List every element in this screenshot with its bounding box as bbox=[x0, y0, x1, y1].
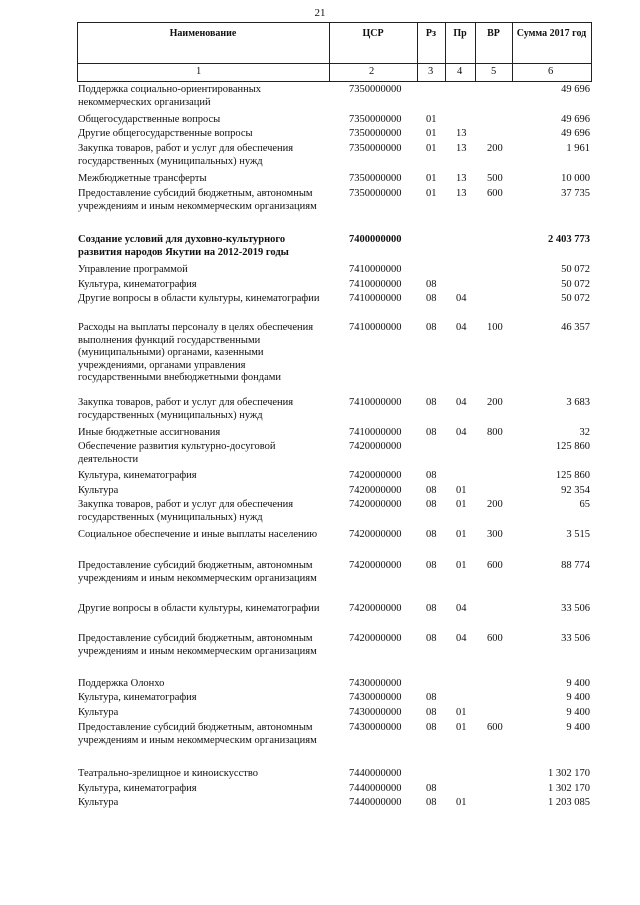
row-csr: 7400000000 bbox=[349, 234, 402, 245]
row-rz: 08 bbox=[426, 470, 437, 481]
row-name: Предоставление субсидий бюджетным, автономным учреждениям и иным некоммерческим организациям bbox=[78, 560, 317, 584]
row-sum: 1 961 bbox=[566, 143, 590, 154]
row-csr: 7430000000 bbox=[349, 678, 402, 689]
header-pr: Пр bbox=[453, 28, 467, 39]
row-sum: 33 506 bbox=[561, 603, 590, 614]
row-sum: 49 696 bbox=[561, 84, 590, 95]
col-border bbox=[445, 22, 446, 82]
row-csr: 7350000000 bbox=[349, 114, 402, 125]
row-pr: 01 bbox=[456, 722, 467, 733]
col-number: 5 bbox=[491, 66, 497, 77]
row-sum: 3 515 bbox=[566, 529, 590, 540]
col-number: 4 bbox=[457, 66, 463, 77]
col-number: 3 bbox=[428, 66, 434, 77]
row-csr: 7410000000 bbox=[349, 427, 402, 438]
row-name: Закупка товаров, работ и услуг для обеспечения государственных (муниципальных) нужд bbox=[78, 397, 294, 421]
header-name: Наименование bbox=[169, 28, 237, 39]
col-number: 1 bbox=[196, 66, 202, 77]
row-rz: 01 bbox=[426, 128, 437, 139]
row-vr: 600 bbox=[487, 560, 503, 571]
row-pr: 04 bbox=[456, 603, 467, 614]
row-sum: 32 bbox=[579, 427, 590, 438]
row-sum: 46 357 bbox=[561, 322, 590, 333]
row-csr: 7410000000 bbox=[349, 293, 402, 304]
row-rz: 08 bbox=[426, 722, 437, 733]
row-name: Культура, кинематография bbox=[78, 783, 197, 794]
row-rz: 08 bbox=[426, 707, 437, 718]
row-sum: 49 696 bbox=[561, 114, 590, 125]
row-name: Культура, кинематография bbox=[78, 692, 197, 703]
row-vr: 600 bbox=[487, 633, 503, 644]
row-sum: 3 683 bbox=[566, 397, 590, 408]
row-csr: 7440000000 bbox=[349, 783, 402, 794]
header-vr: ВР bbox=[487, 28, 500, 39]
header-sum: Сумма 2017 год bbox=[516, 28, 587, 39]
row-sum: 50 072 bbox=[561, 279, 590, 290]
page-number: 21 bbox=[314, 7, 326, 19]
col-border bbox=[329, 22, 330, 82]
row-vr: 800 bbox=[487, 427, 503, 438]
row-rz: 08 bbox=[426, 603, 437, 614]
row-csr: 7420000000 bbox=[349, 603, 402, 614]
header-rz: Рз bbox=[425, 28, 437, 39]
row-name: Другие вопросы в области культуры, кинематографии bbox=[78, 293, 320, 304]
header-top-border bbox=[77, 22, 592, 23]
row-csr: 7420000000 bbox=[349, 633, 402, 644]
row-rz: 08 bbox=[426, 322, 437, 333]
row-name: Театрально-зрелищное и киноискусство bbox=[78, 768, 258, 779]
row-rz: 08 bbox=[426, 529, 437, 540]
row-sum: 50 072 bbox=[561, 264, 590, 275]
col-border bbox=[417, 22, 418, 82]
row-csr: 7350000000 bbox=[349, 188, 402, 199]
row-rz: 01 bbox=[426, 188, 437, 199]
row-sum: 10 000 bbox=[561, 173, 590, 184]
row-csr: 7350000000 bbox=[349, 173, 402, 184]
row-pr: 01 bbox=[456, 707, 467, 718]
row-rz: 08 bbox=[426, 633, 437, 644]
row-rz: 08 bbox=[426, 427, 437, 438]
row-vr: 200 bbox=[487, 499, 503, 510]
row-pr: 04 bbox=[456, 293, 467, 304]
row-pr: 04 bbox=[456, 322, 467, 333]
row-csr: 7420000000 bbox=[349, 499, 402, 510]
row-vr: 200 bbox=[487, 397, 503, 408]
row-sum: 9 400 bbox=[566, 692, 590, 703]
row-csr: 7410000000 bbox=[349, 264, 402, 275]
row-csr: 7420000000 bbox=[349, 470, 402, 481]
col-number: 6 bbox=[548, 66, 554, 77]
row-sum: 125 860 bbox=[555, 441, 590, 452]
row-sum: 9 400 bbox=[566, 722, 590, 733]
row-sum: 88 774 bbox=[561, 560, 590, 571]
row-csr: 7420000000 bbox=[349, 529, 402, 540]
row-sum: 1 302 170 bbox=[548, 783, 590, 794]
row-name: Культура bbox=[78, 485, 119, 496]
row-name: Культура, кинематография bbox=[78, 279, 197, 290]
row-rz: 01 bbox=[426, 114, 437, 125]
row-pr: 04 bbox=[456, 397, 467, 408]
row-name: Расходы на выплаты персоналу в целях обеспечения выполнения функций государственными (муниципальными) органами, казенными учреждениями, органами управления государственными внебюджетными фондами bbox=[78, 322, 314, 383]
header-bottom-border bbox=[77, 81, 592, 82]
row-rz: 08 bbox=[426, 485, 437, 496]
row-name: Поддержка социально-ориентированных некоммерческих организаций bbox=[78, 84, 262, 108]
row-pr: 01 bbox=[456, 485, 467, 496]
row-rz: 08 bbox=[426, 783, 437, 794]
row-rz: 08 bbox=[426, 397, 437, 408]
row-rz: 08 bbox=[426, 797, 437, 808]
row-csr: 7410000000 bbox=[349, 322, 402, 333]
row-csr: 7350000000 bbox=[349, 128, 402, 139]
row-csr: 7420000000 bbox=[349, 560, 402, 571]
col-number: 2 bbox=[369, 66, 375, 77]
row-name: Предоставление субсидий бюджетным, автономным учреждениям и иным некоммерческим организациям bbox=[78, 633, 317, 657]
row-csr: 7430000000 bbox=[349, 707, 402, 718]
row-rz: 08 bbox=[426, 279, 437, 290]
row-pr: 13 bbox=[456, 128, 467, 139]
row-name: Межбюджетные трансферты bbox=[78, 173, 207, 184]
row-name: Культура bbox=[78, 707, 119, 718]
row-csr: 7350000000 bbox=[349, 84, 402, 95]
row-rz: 01 bbox=[426, 143, 437, 154]
row-sum: 92 354 bbox=[561, 485, 590, 496]
row-sum: 50 072 bbox=[561, 293, 590, 304]
row-name: Культура bbox=[78, 797, 119, 808]
row-vr: 600 bbox=[487, 188, 503, 199]
col-border bbox=[475, 22, 476, 82]
row-name: Создание условий для духовно-культурного развития народов Якутии на 2012-2019 годы bbox=[78, 234, 289, 258]
row-sum: 9 400 bbox=[566, 678, 590, 689]
row-name: Социальное обеспечение и иные выплаты населению bbox=[78, 529, 318, 540]
row-sum: 65 bbox=[579, 499, 590, 510]
col-border bbox=[512, 22, 513, 82]
col-border bbox=[77, 22, 78, 82]
header-mid-border bbox=[77, 63, 592, 64]
row-rz: 08 bbox=[426, 293, 437, 304]
row-sum: 49 696 bbox=[561, 128, 590, 139]
row-name: Закупка товаров, работ и услуг для обеспечения государственных (муниципальных) нужд bbox=[78, 499, 294, 523]
row-sum: 33 506 bbox=[561, 633, 590, 644]
row-csr: 7440000000 bbox=[349, 797, 402, 808]
row-name: Другие вопросы в области культуры, кинематографии bbox=[78, 603, 320, 614]
row-csr: 7420000000 bbox=[349, 485, 402, 496]
row-name: Другие общегосударственные вопросы bbox=[78, 128, 253, 139]
row-sum: 9 400 bbox=[566, 707, 590, 718]
row-sum: 37 735 bbox=[561, 188, 590, 199]
table-header bbox=[77, 22, 591, 82]
row-pr: 04 bbox=[456, 633, 467, 644]
row-csr: 7350000000 bbox=[349, 143, 402, 154]
row-name: Управление программой bbox=[78, 264, 188, 275]
row-name: Обеспечение развития культурно-досуговой деятельности bbox=[78, 441, 276, 465]
row-rz: 08 bbox=[426, 499, 437, 510]
row-name: Предоставление субсидий бюджетным, автономным учреждениям и иным некоммерческим организациям bbox=[78, 722, 317, 746]
row-name: Закупка товаров, работ и услуг для обеспечения государственных (муниципальных) нужд bbox=[78, 143, 294, 167]
row-sum: 1 203 085 bbox=[548, 797, 590, 808]
row-name: Иные бюджетные ассигнования bbox=[78, 427, 221, 438]
row-pr: 01 bbox=[456, 529, 467, 540]
row-name: Поддержка Олонхо bbox=[78, 678, 165, 689]
row-vr: 100 bbox=[487, 322, 503, 333]
row-name: Культура, кинематография bbox=[78, 470, 197, 481]
row-pr: 13 bbox=[456, 188, 467, 199]
row-pr: 13 bbox=[456, 143, 467, 154]
row-csr: 7420000000 bbox=[349, 441, 402, 452]
row-vr: 300 bbox=[487, 529, 503, 540]
row-csr: 7430000000 bbox=[349, 692, 402, 703]
row-name: Предоставление субсидий бюджетным, автономным учреждениям и иным некоммерческим организациям bbox=[78, 188, 317, 212]
row-sum: 125 860 bbox=[555, 470, 590, 481]
row-rz: 01 bbox=[426, 173, 437, 184]
header-csr: ЦСР bbox=[362, 28, 384, 39]
row-pr: 01 bbox=[456, 560, 467, 571]
row-csr: 7410000000 bbox=[349, 397, 402, 408]
row-name: Общегосударственные вопросы bbox=[78, 114, 221, 125]
row-pr: 01 bbox=[456, 499, 467, 510]
col-border bbox=[591, 22, 592, 82]
row-rz: 08 bbox=[426, 692, 437, 703]
row-sum: 2 403 773 bbox=[548, 234, 590, 245]
row-pr: 13 bbox=[456, 173, 467, 184]
row-csr: 7410000000 bbox=[349, 279, 402, 290]
row-rz: 08 bbox=[426, 560, 437, 571]
row-vr: 500 bbox=[487, 173, 503, 184]
row-pr: 01 bbox=[456, 797, 467, 808]
row-vr: 200 bbox=[487, 143, 503, 154]
row-sum: 1 302 170 bbox=[548, 768, 590, 779]
row-csr: 7430000000 bbox=[349, 722, 402, 733]
row-pr: 04 bbox=[456, 427, 467, 438]
row-csr: 7440000000 bbox=[349, 768, 402, 779]
row-vr: 600 bbox=[487, 722, 503, 733]
